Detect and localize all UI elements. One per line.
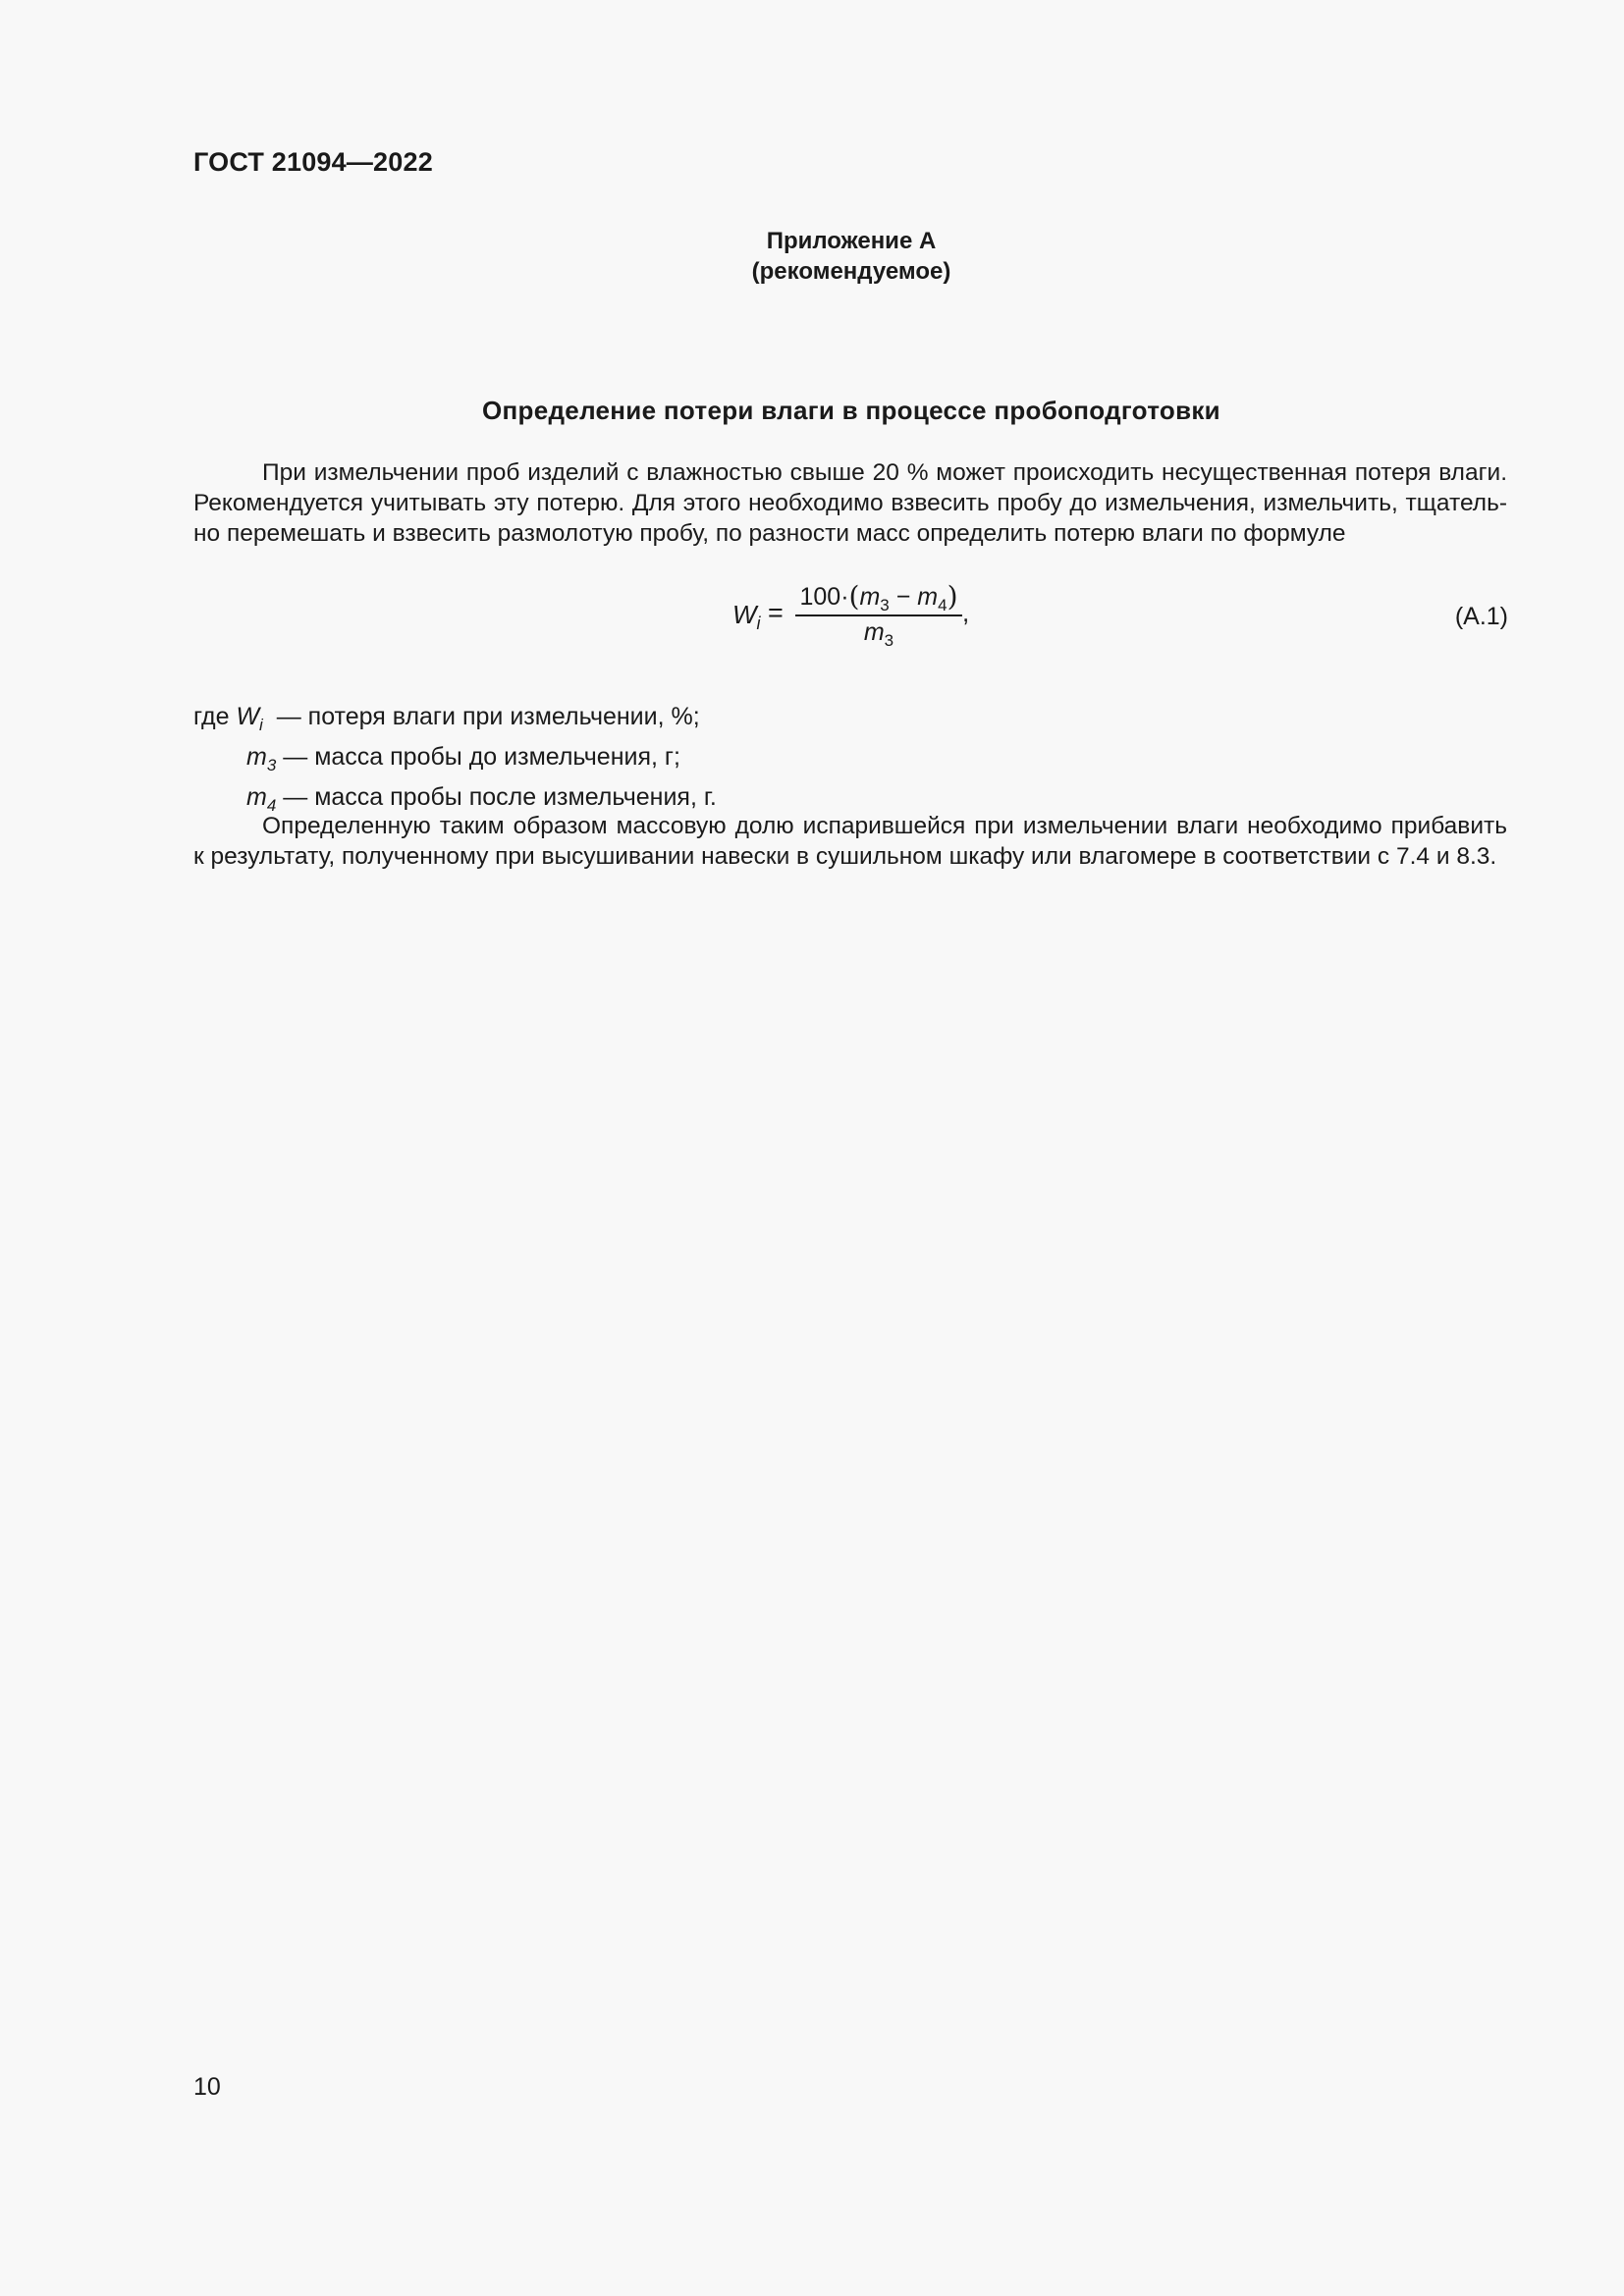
legend-symbol [246, 743, 277, 774]
formula-equals: = [768, 598, 784, 627]
legend-item-wi [193, 703, 700, 735]
paragraph-line: но перемешать и взвесить размолотую пробу, по разности масс определить потерю влаги по формуле [193, 520, 1346, 547]
formula-lhs-subscript: i [756, 614, 761, 633]
equation-number: (А.1) [1454, 603, 1508, 630]
paragraph-line: Рекомендуется учитывать эту потерю. Для этого необходимо взвесить пробу до измельчения, измельчить, тщатель- [193, 490, 1507, 516]
formula-open-paren: ( [848, 580, 860, 613]
formula-lhs-symbol: W [732, 600, 757, 629]
legend-symbol-letter: m [246, 783, 267, 811]
formula-lhs [732, 600, 761, 634]
appendix-title: Приложение А [766, 228, 937, 254]
formula-den-sub: 3 [884, 631, 894, 650]
legend-symbol-subscript: 4 [266, 796, 277, 815]
appendix-heading [0, 226, 1624, 287]
legend-symbol [236, 703, 263, 734]
section-title: Определение потери влаги в процессе пробоподготовки [482, 396, 1220, 425]
page-number: 10 [193, 2073, 221, 2101]
formula-numerator [795, 580, 962, 615]
legend-description: — потеря влаги при измельчении, %; [262, 703, 700, 730]
formula-comma: , [962, 598, 970, 627]
legend-item-m3 [246, 743, 680, 775]
formula-close-paren: ) [947, 580, 958, 613]
formula-var-m3: m [859, 583, 881, 611]
legend-symbol-subscript: i [259, 716, 263, 734]
legend-description: — масса пробы после измельчения, г. [276, 783, 717, 811]
formula-var-m3-sub: 3 [880, 596, 890, 614]
legend-symbol-letter: m [246, 743, 267, 771]
appendix-status: (рекомендуемое) [751, 258, 951, 285]
formula-minus: − [889, 583, 918, 611]
formula-coefficient: 100 [799, 583, 841, 611]
legend-lead: где [193, 703, 237, 730]
paragraph-line: к результату, полученному при высушивании навески в сушильном шкафу или влагомере в соответствии с 7.4 и 8.3. [193, 843, 1497, 870]
formula-den-var: m [863, 618, 885, 646]
document-id: ГОСТ 21094—2022 [193, 147, 433, 177]
legend-symbol-subscript: 3 [266, 756, 277, 774]
formula-fraction-bar [795, 614, 962, 616]
intro-paragraph [193, 457, 1507, 549]
formula-a1 [732, 576, 988, 665]
conclusion-paragraph [193, 811, 1507, 872]
legend-symbol [246, 783, 277, 815]
legend-description: — масса пробы до измельчения, г; [276, 743, 680, 771]
formula-var-m4: m [917, 583, 939, 611]
paragraph-line: При измельчении проб изделий с влажностью свыше 20 % может происходить несущественная потеря влаги. [262, 459, 1507, 486]
formula-multiply-dot: · [840, 583, 849, 611]
legend-symbol-letter: W [236, 703, 260, 730]
formula-var-m4-sub: 4 [938, 596, 947, 614]
paragraph-line: Определенную таким образом массовую долю испарившейся при измельчении влаги необходимо прибавить [262, 813, 1507, 839]
formula-denominator [795, 618, 962, 651]
